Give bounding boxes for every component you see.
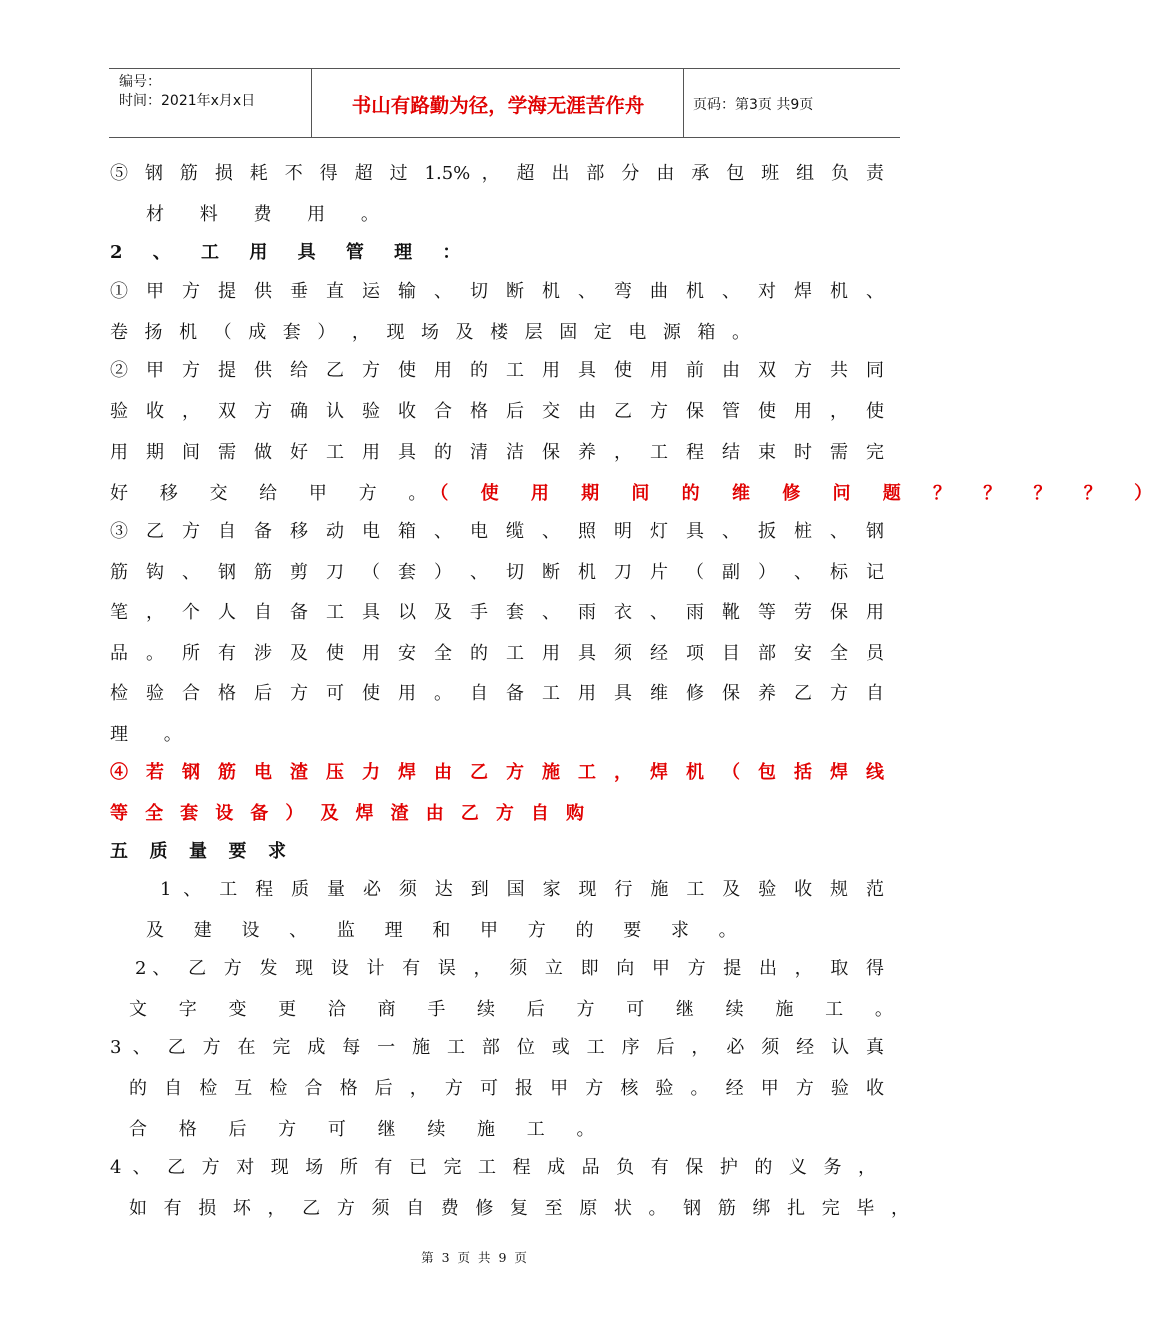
text-line: 2、 乙 方 发 现 设 计 有 误 ， 须 立 即 向 甲 方 提 出 ， 取 得 (135, 958, 884, 979)
text-line: ⑤ 钢 筋 损 耗 不 得 超 过 1.5% ， 超 出 部 分 由 承 包 班 组 负 责 (110, 163, 884, 184)
highlighted-line: ④ 若 钢 筋 电 渣 压 力 焊 由 乙 方 施 工 ， 焊 机 （ 包 括 焊 线 (110, 762, 884, 783)
text-line: 筋 钩 、 钢 筋 剪 刀 （ 套 ） 、 切 断 机 刀 片 （ 副 ） 、 标 记 (110, 562, 884, 583)
text-line: 用 期 间 需 做 好 工 用 具 的 清 洁 保 养 ， 工 程 结 束 时 需 完 (110, 442, 884, 463)
text-line: 文 字 变 更 洽 商 手 续 后 方 可 继 续 施 工 。 (129, 999, 906, 1020)
text-segment: 好 移 交 给 甲 方 。 (110, 483, 440, 504)
header-meta (109, 69, 312, 137)
header-motto: 书山有路勤为径，学海无涯苦作舟 (313, 69, 684, 137)
page-footer: 第 3 页 共 9 页 (421, 1250, 529, 1265)
text-line: 检 验 合 格 后 方 可 使 用 。 自 备 工 用 具 维 修 保 养 乙 方 自 (110, 683, 884, 704)
text-line: 笔 ， 个 人 自 备 工 具 以 及 手 套 、 雨 衣 、 雨 靴 等 劳 保 用 (110, 602, 884, 623)
text-line: 4 、 乙 方 对 现 场 所 有 已 完 工 程 成 品 负 有 保 护 的 义 务 ， (110, 1157, 876, 1178)
text-line: ③ 乙 方 自 备 移 动 电 箱 、 电 缆 、 照 明 灯 具 、 扳 桩 、 钢 (110, 521, 884, 542)
text-line: 品 。 所 有 涉 及 使 用 安 全 的 工 用 具 须 经 项 目 部 安 全 员 (110, 643, 884, 664)
text-line: 及 建 设 、 监 理 和 甲 方 的 要 求 。 (146, 920, 749, 941)
document-time-label: 时间：2021年x月x日 (119, 93, 256, 109)
highlighted-line: 等 全 套 设 备 ） 及 焊 渣 由 乙 方 自 购 (110, 803, 584, 824)
text-line: 理 。 (110, 724, 197, 745)
page-header (109, 68, 900, 138)
text-line: 材 料 费 用 。 (146, 204, 394, 225)
section-heading: 五 质 量 要 求 (110, 841, 286, 862)
text-line: 验 收 ， 双 方 确 认 验 收 合 格 后 交 由 乙 方 保 管 使 用 ， 使 (110, 401, 884, 422)
text-line: 1 、 工 程 质 量 必 须 达 到 国 家 现 行 施 工 及 验 收 规 范 (160, 879, 884, 900)
highlighted-note: （ 使 用 期 间 的 维 修 问 题 ？ ？ ？ ？ ） (439, 483, 1165, 504)
text-line: ① 甲 方 提 供 垂 直 运 输 、 切 断 机 、 弯 曲 机 、 对 焊 机 、 (110, 281, 884, 302)
text-line: ② 甲 方 提 供 给 乙 方 使 用 的 工 用 具 使 用 前 由 双 方 共 同 (110, 360, 884, 381)
text-line: 3 、 乙 方 在 完 成 每 一 施 工 部 位 或 工 序 后 ， 必 须 经 认 真 (110, 1037, 884, 1058)
text-line (110, 480, 1165, 508)
document-number-label: 编号： (119, 74, 161, 90)
text-line: 的 自 检 互 检 合 格 后 ， 方 可 报 甲 方 核 验 。 经 甲 方 验 收 (129, 1078, 884, 1099)
text-line: 合 格 后 方 可 继 续 施 工 。 (129, 1119, 608, 1140)
text-line: 如 有 损 坏 ， 乙 方 须 自 费 修 复 至 原 状 。 钢 筋 绑 扎 完 毕 ， (129, 1198, 909, 1219)
header-page-number: 页码：第3页 共9页 (693, 97, 814, 113)
text-line: 卷 扬 机 （ 成 套 ） ， 现 场 及 楼 层 固 定 电 源 箱 。 (110, 322, 750, 343)
section-heading: 2 、 工 用 具 管 理 ： (110, 242, 473, 263)
